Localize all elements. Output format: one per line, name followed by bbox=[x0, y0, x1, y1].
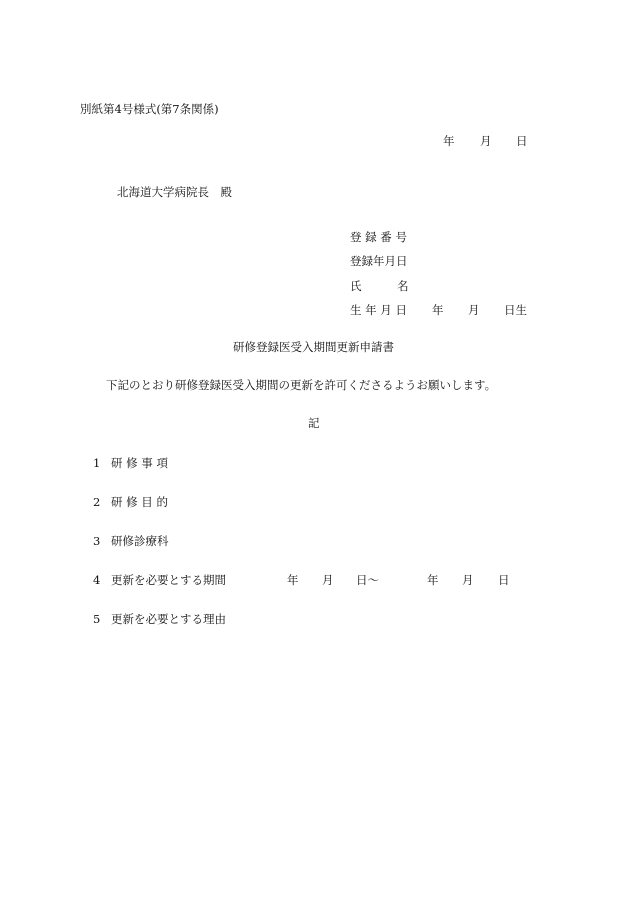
registration-number-label: 登 録 番 号 bbox=[350, 230, 407, 244]
ki-marker: 記 bbox=[308, 416, 320, 430]
item-2-label: 研 修 目 的 bbox=[111, 495, 168, 509]
registration-date-label: 登録年月日 bbox=[350, 254, 408, 268]
addressee: 北海道大学病院長 殿 bbox=[117, 185, 232, 199]
item-4-number: 4 bbox=[93, 573, 101, 587]
item-5-label: 更新を必要とする理由 bbox=[111, 612, 226, 626]
period-from-day: 日〜 bbox=[356, 573, 379, 587]
date-year: 年 bbox=[443, 134, 455, 148]
period-to-year: 年 bbox=[427, 573, 439, 587]
item-4-label: 更新を必要とする期間 bbox=[111, 573, 226, 587]
date-day: 日 bbox=[516, 134, 528, 148]
form-label: 別紙第4号様式(第7条関係) bbox=[80, 102, 219, 116]
birth-date-label: 生 年 月 日 bbox=[350, 303, 407, 317]
item-2-number: 2 bbox=[93, 495, 101, 509]
period-from-year: 年 bbox=[287, 573, 299, 587]
intro-text: 下記のとおり研修登録医受入期間の更新を許可くださるようお願いします。 bbox=[106, 378, 497, 392]
birth-year: 年 bbox=[432, 303, 444, 317]
period-to-day: 日 bbox=[498, 573, 510, 587]
period-from-month: 月 bbox=[322, 573, 334, 587]
date-month: 月 bbox=[480, 134, 492, 148]
document-title: 研修登録医受入期間更新申請書 bbox=[233, 340, 394, 354]
item-1-label: 研 修 事 項 bbox=[111, 456, 168, 470]
birth-month: 月 bbox=[468, 303, 480, 317]
name-label-mei: 名 bbox=[397, 279, 409, 293]
period-to-month: 月 bbox=[462, 573, 474, 587]
birth-day-suffix: 日生 bbox=[504, 303, 527, 317]
name-label-shi: 氏 bbox=[350, 279, 362, 293]
item-3-number: 3 bbox=[93, 534, 101, 548]
item-3-label: 研修診療科 bbox=[111, 534, 169, 548]
item-1-number: 1 bbox=[93, 456, 101, 470]
item-5-number: 5 bbox=[93, 612, 101, 626]
